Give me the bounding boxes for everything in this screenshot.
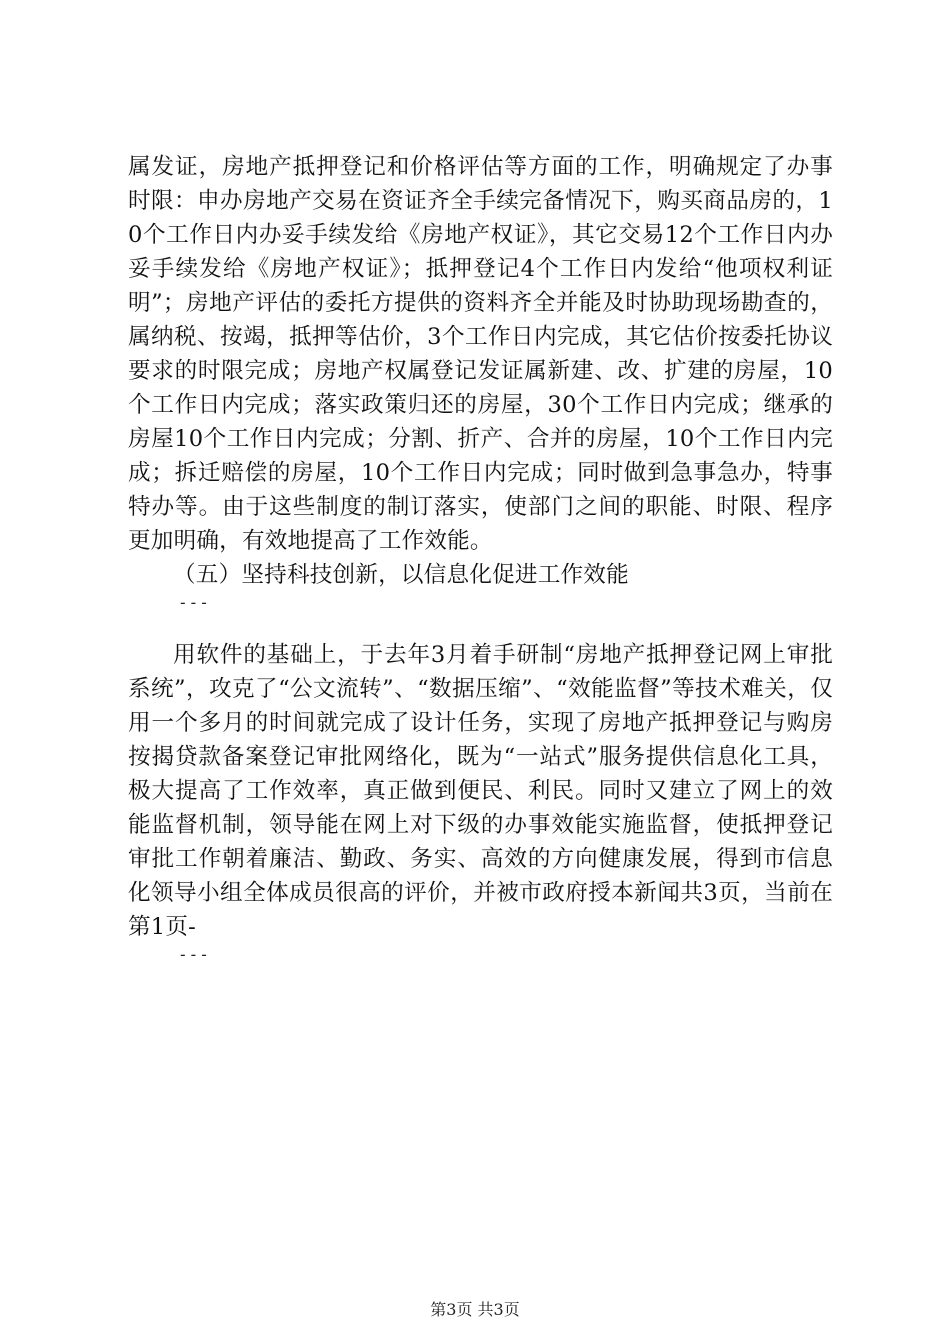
document-body <box>128 150 833 974</box>
section-heading-5: （五）坚持科技创新，以信息化促进工作效能 <box>173 562 629 588</box>
separator-line: --- <box>178 945 210 964</box>
separator-line: --- <box>178 593 210 612</box>
paragraph-time-limits: 属发证，房地产抵押登记和价格评估等方面的工作，明确规定了办事时限：申办房地产交易在资证齐全手续完备情况下，购买商品房的，10个工作日内办妥手续发给《房地产权证》，其它交易12个工作日内办妥手续发给《房地产权证》；抵押登记4个工作日内发给“他项权利证明”；房地产评估的委托方提供的资料齐全并能及时协助现场勘查的，属纳税、按竭，抵押等估价，3个工作日内完成，其它估价按委托协议要求的时限完成；房地产权属登记发证属新建、改、扩建的房屋，10个工作日内完成；落实政策归还的房屋，30个工作日内完成；继承的房屋10个工作日内完成；分割、折产、合并的房屋，10个工作日内完成；拆迁赔偿的房屋，10个工作日内完成；同时做到急事急办，特事特办等。由于这些制度的制订落实，使部门之间的职能、时限、程序更加明确，有效地提高了工作效能。 <box>128 154 834 554</box>
paragraph-online-approval: 用软件的基础上，于去年3月着手研制“房地产抵押登记网上审批系统”，攻克了“公文流转”、“数据压缩”、“效能监督”等技术难关，仅用一个多月的时间就完成了设计任务，实现了房地产抵押登记与购房按揭贷款备案登记审批网络化，既为“一站式”服务提供信息化工具，极大提高了工作效率，真正做到便民、利民。同时又建立了网上的效能监督机制，领导能在网上对下级的办事效能实施监督，使抵押登记审批工作朝着廉洁、勤政、务实、高效的方向健康发展，得到市信息化领导小组全体成员很高的评价，并被市政府授本新闻共3页，当前在第1页- <box>128 642 833 940</box>
page-footer: 第3页 共3页 <box>430 1300 520 1319</box>
